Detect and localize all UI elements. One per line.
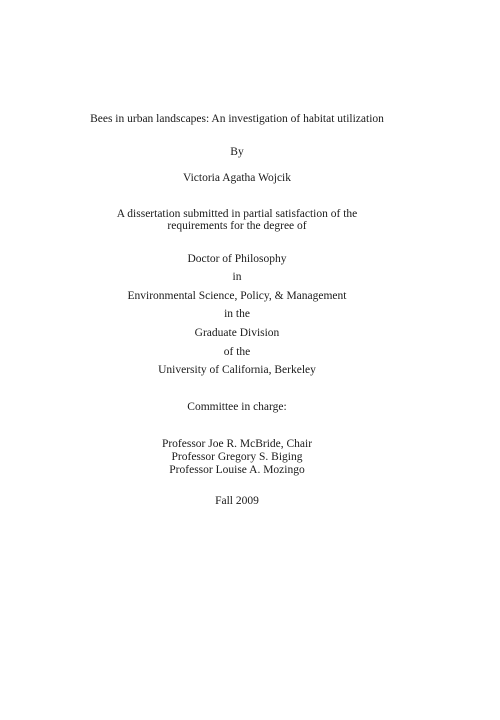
committee-member: Professor Joe R. McBride, Chair <box>161 438 313 450</box>
dissertation-title: Bees in urban landscapes: An investigation of habitat utilization <box>90 113 384 125</box>
field-of-study: Environmental Science, Policy, & Management <box>127 290 347 302</box>
in-label: in <box>232 271 242 283</box>
of-the-label: of the <box>223 346 251 358</box>
committee-heading: Committee in charge: <box>187 401 287 413</box>
author-name: Victoria Agatha Wojcik <box>182 172 292 184</box>
in-the-label: in the <box>224 308 250 320</box>
submission-statement-line-1: A dissertation submitted in partial satisfaction of the <box>116 208 358 220</box>
submission-date: Fall 2009 <box>215 495 259 507</box>
committee-member: Professor Louise A. Mozingo <box>169 464 305 476</box>
committee-member: Professor Gregory S. Biging <box>171 451 303 463</box>
division-name: Graduate Division <box>194 327 280 339</box>
university-name: University of California, Berkeley <box>158 364 316 376</box>
submission-statement-line-2: requirements for the degree of <box>167 220 307 232</box>
by-label: By <box>230 146 244 158</box>
degree-name: Doctor of Philosophy <box>187 253 287 265</box>
